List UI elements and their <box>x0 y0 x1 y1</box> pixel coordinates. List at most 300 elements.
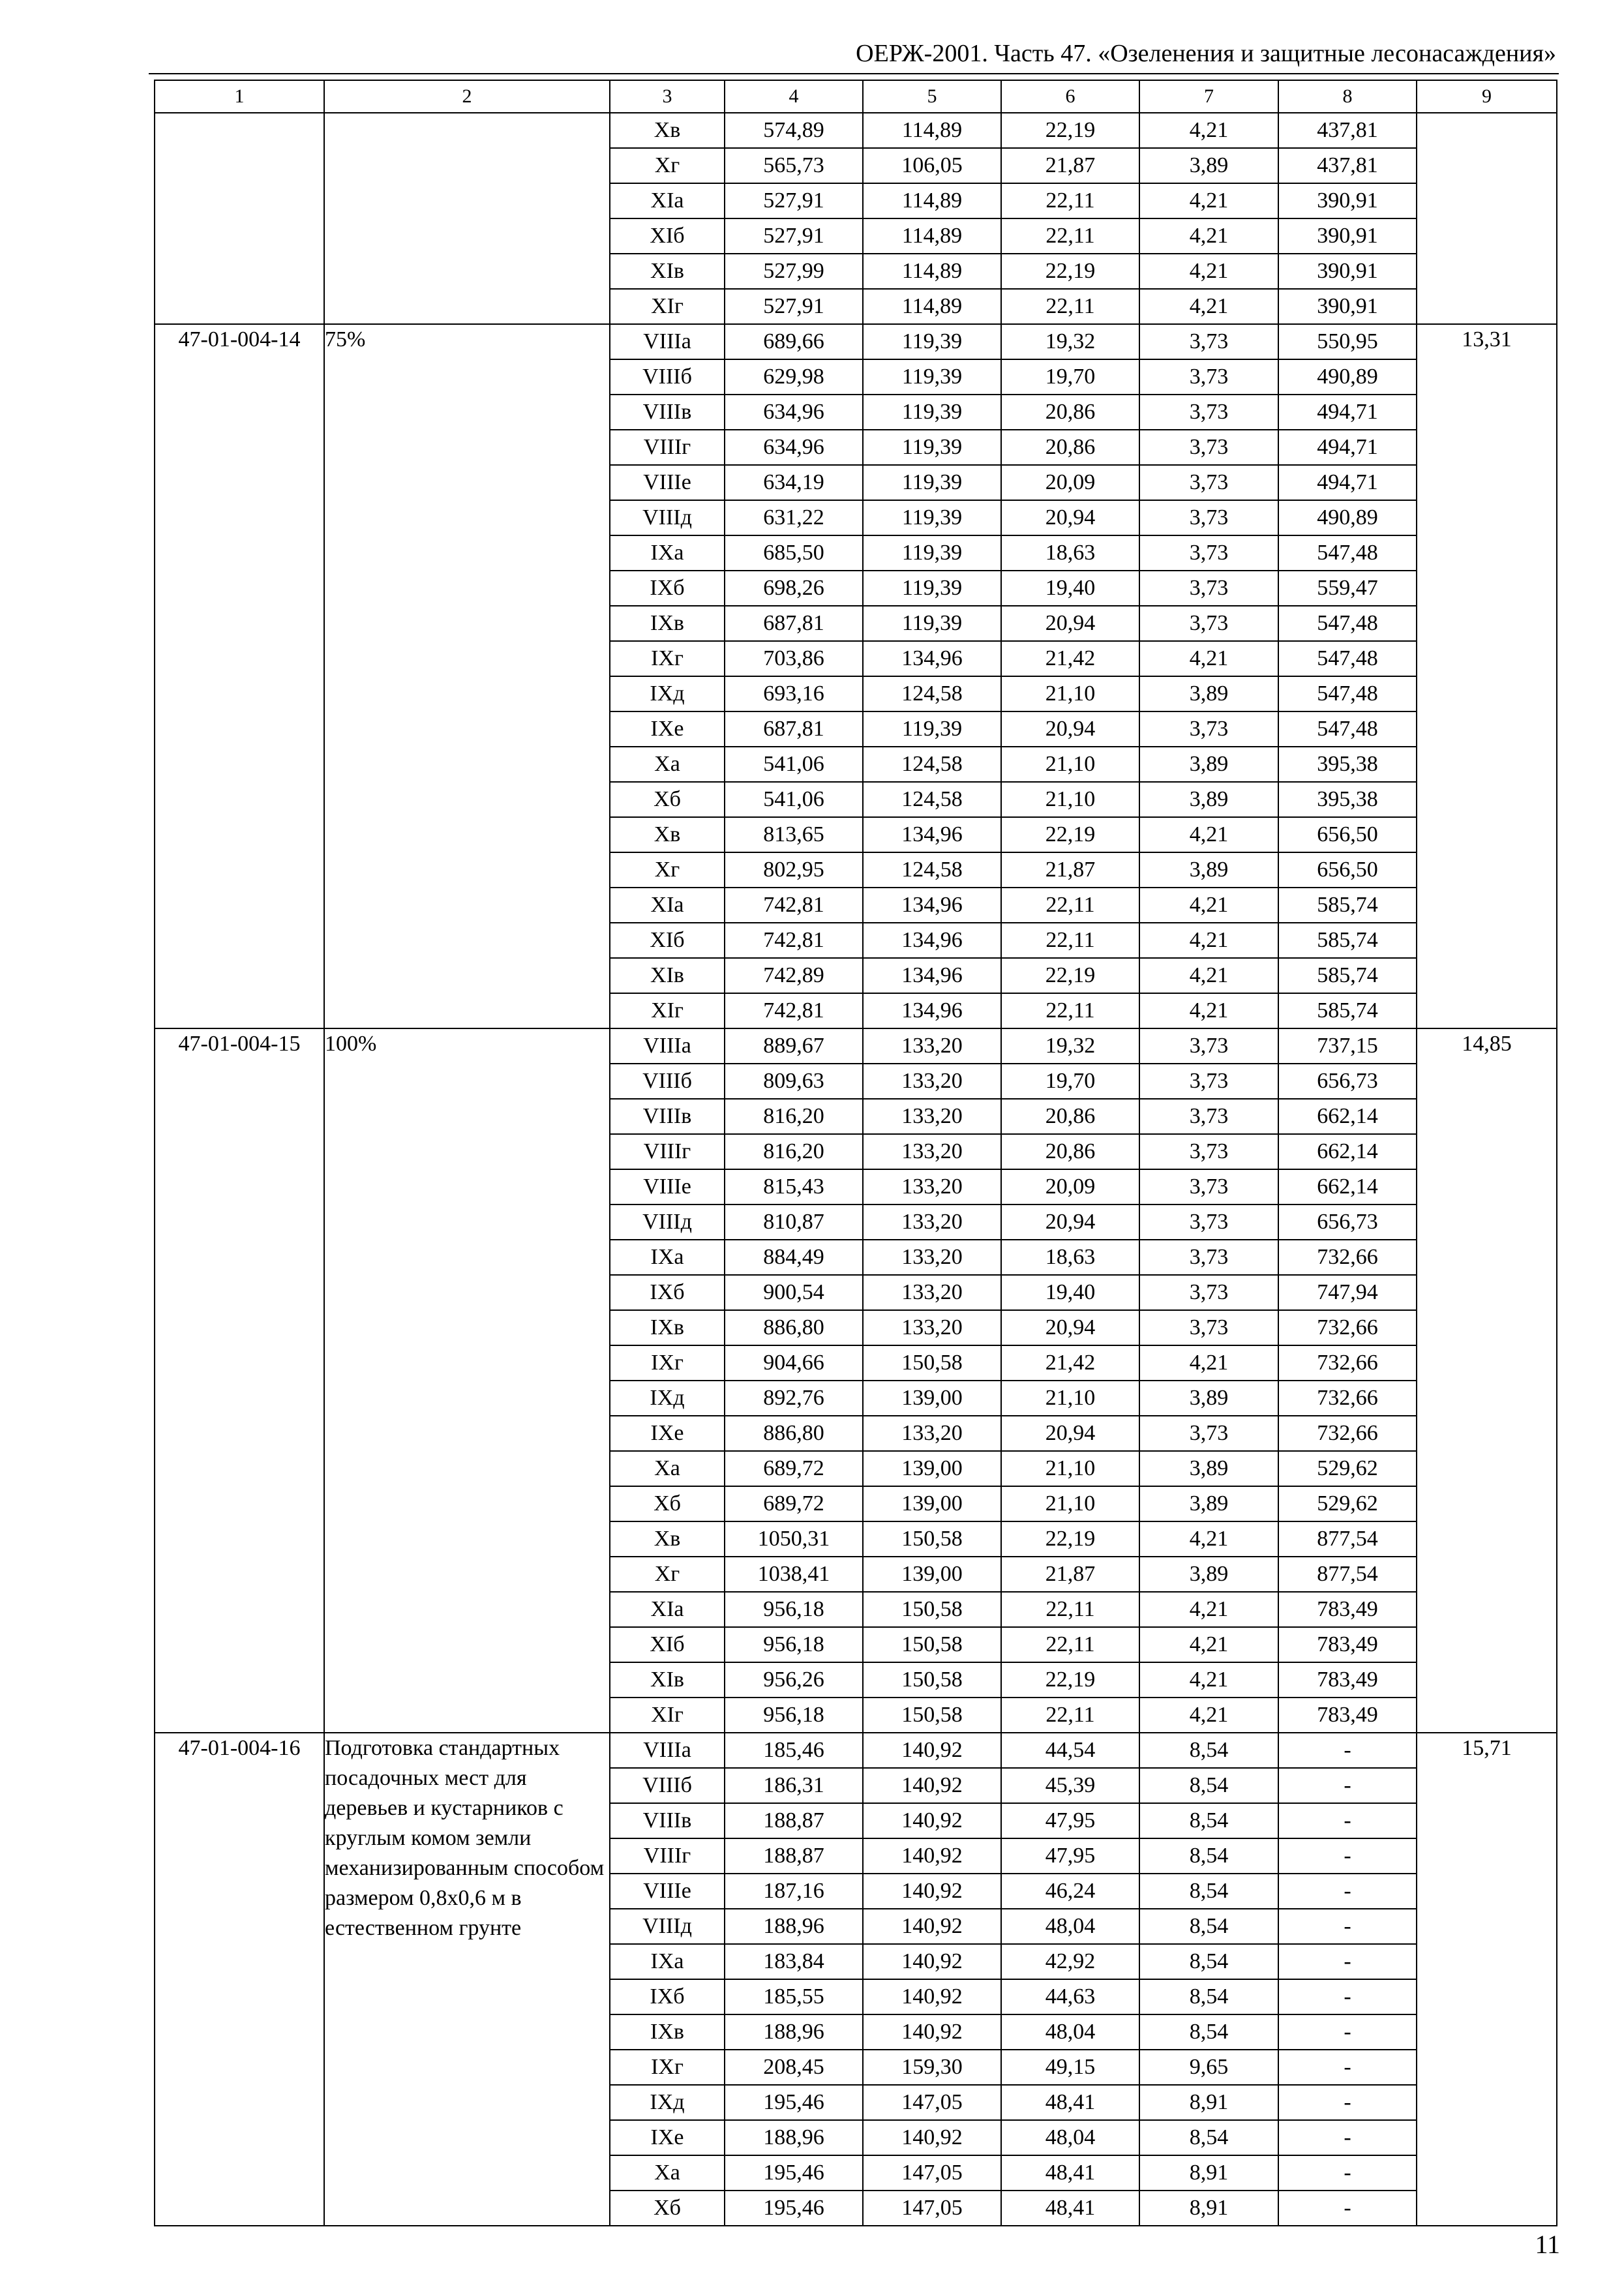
value-cell-col4: 886,80 <box>725 1416 863 1451</box>
value-cell-col7: 3,89 <box>1139 852 1278 888</box>
rate-description: 100% <box>324 1028 610 1733</box>
value-cell-col5: 134,96 <box>863 923 1001 958</box>
value-cell-col8: - <box>1278 1874 1417 1909</box>
value-cell-col4: 742,81 <box>725 888 863 923</box>
rate-code: 47-01-004-14 <box>155 324 324 1028</box>
column-number-row <box>155 80 1557 113</box>
value-cell-col4: 1038,41 <box>725 1557 863 1592</box>
value-cell-col4: 815,43 <box>725 1169 863 1204</box>
value-cell-col4: 892,76 <box>725 1381 863 1416</box>
value-cell-col5: 140,92 <box>863 1838 1001 1874</box>
value-cell-col6: 19,40 <box>1001 571 1139 606</box>
value-cell-col8: - <box>1278 2155 1417 2191</box>
value-cell-col7: 8,54 <box>1139 1979 1278 2014</box>
value-cell-col7: 4,21 <box>1139 1627 1278 1662</box>
value-cell-col7: 4,21 <box>1139 958 1278 993</box>
territory-zone-cell: IXд <box>610 2085 725 2120</box>
value-cell-col8: 585,74 <box>1278 923 1417 958</box>
value-cell-col6: 21,42 <box>1001 641 1139 676</box>
value-cell-col7: 4,21 <box>1139 1345 1278 1381</box>
territory-zone-cell: IXа <box>610 1240 725 1275</box>
value-cell-col6: 42,92 <box>1001 1944 1139 1979</box>
value-cell-col6: 21,10 <box>1001 1451 1139 1486</box>
territory-zone-cell: XIг <box>610 1698 725 1733</box>
value-cell-col6: 21,10 <box>1001 1381 1139 1416</box>
value-cell-col5: 119,39 <box>863 324 1001 359</box>
table-row <box>155 324 1557 359</box>
territory-zone-cell: Xв <box>610 817 725 852</box>
value-cell-col4: 813,65 <box>725 817 863 852</box>
value-cell-col8: 656,73 <box>1278 1204 1417 1240</box>
value-cell-col4: 185,46 <box>725 1733 863 1768</box>
table-row <box>155 1028 1557 1064</box>
value-cell-col5: 119,39 <box>863 571 1001 606</box>
value-cell-col8: 656,73 <box>1278 1064 1417 1099</box>
value-cell-col7: 3,89 <box>1139 1381 1278 1416</box>
value-cell-col7: 3,73 <box>1139 711 1278 747</box>
value-cell-col6: 22,19 <box>1001 958 1139 993</box>
value-cell-col4: 687,81 <box>725 606 863 641</box>
running-header: ОЕРЖ-2001. Часть 47. «Озеленения и защитные лесонасаждения» <box>856 40 1556 67</box>
value-cell-col6: 48,04 <box>1001 2120 1139 2155</box>
value-cell-col4: 634,19 <box>725 465 863 500</box>
value-cell-col5: 133,20 <box>863 1416 1001 1451</box>
value-cell-col5: 134,96 <box>863 958 1001 993</box>
value-cell-col5: 119,39 <box>863 430 1001 465</box>
value-cell-col7: 3,73 <box>1139 1416 1278 1451</box>
territory-zone-cell: IXб <box>610 571 725 606</box>
value-cell-col6: 20,09 <box>1001 465 1139 500</box>
value-cell-col8: 783,49 <box>1278 1662 1417 1698</box>
value-cell-col7: 3,89 <box>1139 676 1278 711</box>
value-cell-col8: 783,49 <box>1278 1627 1417 1662</box>
territory-zone-cell: VIIIе <box>610 1874 725 1909</box>
value-cell-col5: 133,20 <box>863 1134 1001 1169</box>
value-cell-col5: 114,89 <box>863 254 1001 289</box>
value-cell-col7: 3,89 <box>1139 1486 1278 1521</box>
value-cell-col7: 3,73 <box>1139 324 1278 359</box>
territory-zone-cell: IXв <box>610 606 725 641</box>
column-number: 9 <box>1417 80 1557 113</box>
value-cell-col5: 134,96 <box>863 993 1001 1028</box>
value-cell-col8: - <box>1278 1944 1417 1979</box>
territory-zone-cell: VIIIг <box>610 1134 725 1169</box>
territory-zone-cell: XIв <box>610 254 725 289</box>
value-cell-col4: 541,06 <box>725 747 863 782</box>
value-cell-col7: 3,89 <box>1139 747 1278 782</box>
table-body <box>155 113 1557 2226</box>
value-cell-col8: - <box>1278 2085 1417 2120</box>
value-cell-col7: 8,91 <box>1139 2155 1278 2191</box>
value-cell-col5: 134,96 <box>863 817 1001 852</box>
value-cell-col5: 147,05 <box>863 2155 1001 2191</box>
table-row <box>155 113 1557 148</box>
value-cell-col6: 19,40 <box>1001 1275 1139 1310</box>
value-cell-col5: 114,89 <box>863 183 1001 218</box>
territory-zone-cell: Xа <box>610 747 725 782</box>
value-cell-col8: 395,38 <box>1278 782 1417 817</box>
value-cell-col6: 22,19 <box>1001 1662 1139 1698</box>
value-cell-col6: 48,04 <box>1001 2014 1139 2050</box>
value-cell-col4: 900,54 <box>725 1275 863 1310</box>
column-number: 4 <box>725 80 863 113</box>
value-cell-col5: 119,39 <box>863 359 1001 395</box>
value-cell-col4: 802,95 <box>725 852 863 888</box>
value-cell-col4: 886,80 <box>725 1310 863 1345</box>
value-cell-col4: 634,96 <box>725 395 863 430</box>
value-cell-col5: 133,20 <box>863 1169 1001 1204</box>
value-cell-col8: - <box>1278 2014 1417 2050</box>
value-cell-col5: 150,58 <box>863 1698 1001 1733</box>
value-cell-col7: 3,73 <box>1139 535 1278 571</box>
value-cell-col6: 22,11 <box>1001 289 1139 324</box>
value-cell-col8: 732,66 <box>1278 1416 1417 1451</box>
value-cell-col6: 20,86 <box>1001 1134 1139 1169</box>
value-cell-col5: 114,89 <box>863 218 1001 254</box>
value-cell-col5: 134,96 <box>863 888 1001 923</box>
value-cell-col4: 685,50 <box>725 535 863 571</box>
value-cell-col7: 3,73 <box>1139 1204 1278 1240</box>
value-cell-col7: 4,21 <box>1139 923 1278 958</box>
territory-zone-cell: IXа <box>610 535 725 571</box>
value-cell-col8: 437,81 <box>1278 113 1417 148</box>
territory-zone-cell: Xб <box>610 2191 725 2226</box>
rate-code <box>155 113 324 324</box>
value-cell-col7: 4,21 <box>1139 1698 1278 1733</box>
territory-zone-cell: Xв <box>610 113 725 148</box>
value-cell-col7: 3,73 <box>1139 1169 1278 1204</box>
territory-zone-cell: VIIIд <box>610 500 725 535</box>
value-cell-col6: 20,94 <box>1001 500 1139 535</box>
value-cell-col5: 133,20 <box>863 1204 1001 1240</box>
territory-zone-cell: Xб <box>610 782 725 817</box>
value-cell-col6: 20,86 <box>1001 430 1139 465</box>
territory-zone-cell: IXг <box>610 641 725 676</box>
value-cell-col6: 21,10 <box>1001 1486 1139 1521</box>
value-cell-col7: 4,21 <box>1139 218 1278 254</box>
value-cell-col5: 133,20 <box>863 1240 1001 1275</box>
value-cell-col6: 47,95 <box>1001 1803 1139 1838</box>
value-cell-col8: 494,71 <box>1278 395 1417 430</box>
value-cell-col4: 634,96 <box>725 430 863 465</box>
value-cell-col8: 662,14 <box>1278 1099 1417 1134</box>
value-cell-col8: 783,49 <box>1278 1698 1417 1733</box>
value-cell-col6: 22,11 <box>1001 218 1139 254</box>
value-cell-col5: 114,89 <box>863 113 1001 148</box>
value-cell-col8: 494,71 <box>1278 430 1417 465</box>
value-cell-col8: 559,47 <box>1278 571 1417 606</box>
value-cell-col5: 140,92 <box>863 1768 1001 1803</box>
value-cell-col7: 3,73 <box>1139 395 1278 430</box>
value-cell-col4: 956,18 <box>725 1698 863 1733</box>
value-cell-col8: 390,91 <box>1278 218 1417 254</box>
value-cell-col7: 4,21 <box>1139 1662 1278 1698</box>
value-cell-col6: 19,70 <box>1001 359 1139 395</box>
value-cell-col5: 133,20 <box>863 1028 1001 1064</box>
value-cell-col6: 48,41 <box>1001 2155 1139 2191</box>
value-cell-col7: 3,73 <box>1139 1134 1278 1169</box>
value-cell-col7: 3,73 <box>1139 359 1278 395</box>
value-cell-col6: 22,19 <box>1001 113 1139 148</box>
territory-zone-cell: Xг <box>610 148 725 183</box>
value-cell-col4: 565,73 <box>725 148 863 183</box>
value-cell-col6: 44,54 <box>1001 1733 1139 1768</box>
value-cell-col8: 585,74 <box>1278 993 1417 1028</box>
value-cell-col7: 3,73 <box>1139 606 1278 641</box>
territory-zone-cell: IXг <box>610 2050 725 2085</box>
territory-zone-cell: VIIIг <box>610 430 725 465</box>
value-cell-col5: 140,92 <box>863 2014 1001 2050</box>
column-number: 7 <box>1139 80 1278 113</box>
value-cell-col5: 140,92 <box>863 1803 1001 1838</box>
territory-zone-cell: XIб <box>610 923 725 958</box>
value-cell-col6: 22,11 <box>1001 183 1139 218</box>
value-cell-col5: 140,92 <box>863 1944 1001 1979</box>
value-cell-col6: 22,19 <box>1001 1521 1139 1557</box>
territory-zone-cell: VIIIе <box>610 1169 725 1204</box>
value-cell-col7: 3,73 <box>1139 1064 1278 1099</box>
value-cell-col6: 20,94 <box>1001 606 1139 641</box>
value-cell-col7: 3,73 <box>1139 500 1278 535</box>
value-cell-col8: 662,14 <box>1278 1134 1417 1169</box>
value-cell-col5: 124,58 <box>863 782 1001 817</box>
value-cell-col8: 395,38 <box>1278 747 1417 782</box>
value-cell-col8: 547,48 <box>1278 606 1417 641</box>
column-number: 6 <box>1001 80 1139 113</box>
value-cell-col4: 188,96 <box>725 1909 863 1944</box>
value-cell-col7: 3,89 <box>1139 782 1278 817</box>
value-cell-col4: 187,16 <box>725 1874 863 1909</box>
value-cell-col7: 4,21 <box>1139 289 1278 324</box>
value-cell-col4: 527,91 <box>725 183 863 218</box>
territory-zone-cell: Xв <box>610 1521 725 1557</box>
rate-code: 47-01-004-16 <box>155 1733 324 2226</box>
value-cell-col8: 390,91 <box>1278 183 1417 218</box>
value-cell-col6: 48,41 <box>1001 2191 1139 2226</box>
value-cell-col6: 45,39 <box>1001 1768 1139 1803</box>
value-cell-col5: 150,58 <box>863 1662 1001 1698</box>
value-cell-col5: 133,20 <box>863 1275 1001 1310</box>
territory-zone-cell: VIIIа <box>610 1028 725 1064</box>
value-cell-col6: 20,86 <box>1001 395 1139 430</box>
value-cell-col7: 3,73 <box>1139 465 1278 500</box>
value-cell-col5: 140,92 <box>863 1909 1001 1944</box>
value-cell-col6: 48,41 <box>1001 2085 1139 2120</box>
territory-zone-cell: Xа <box>610 2155 725 2191</box>
value-cell-col5: 140,92 <box>863 1979 1001 2014</box>
value-cell-col5: 147,05 <box>863 2085 1001 2120</box>
value-cell-col6: 22,11 <box>1001 993 1139 1028</box>
value-cell-col7: 8,91 <box>1139 2085 1278 2120</box>
value-cell-col4: 816,20 <box>725 1099 863 1134</box>
value-cell-col5: 133,20 <box>863 1064 1001 1099</box>
value-cell-col5: 140,92 <box>863 2120 1001 2155</box>
value-cell-col6: 20,94 <box>1001 1416 1139 1451</box>
value-cell-col4: 884,49 <box>725 1240 863 1275</box>
value-cell-col8: - <box>1278 1979 1417 2014</box>
value-cell-col4: 195,46 <box>725 2155 863 2191</box>
territory-zone-cell: XIг <box>610 289 725 324</box>
value-cell-col8: - <box>1278 1768 1417 1803</box>
value-cell-col4: 956,18 <box>725 1592 863 1627</box>
value-cell-col6: 20,94 <box>1001 1204 1139 1240</box>
territory-zone-cell: IXб <box>610 1275 725 1310</box>
value-cell-col4: 1050,31 <box>725 1521 863 1557</box>
rates-table <box>154 80 1557 2226</box>
value-cell-col7: 3,89 <box>1139 148 1278 183</box>
value-cell-col6: 21,87 <box>1001 852 1139 888</box>
value-cell-col8: 732,66 <box>1278 1345 1417 1381</box>
value-cell-col7: 8,54 <box>1139 1874 1278 1909</box>
value-cell-col7: 3,73 <box>1139 1275 1278 1310</box>
value-cell-col4: 527,99 <box>725 254 863 289</box>
value-cell-col5: 139,00 <box>863 1451 1001 1486</box>
value-cell-col8: 490,89 <box>1278 359 1417 395</box>
value-cell-col4: 689,72 <box>725 1486 863 1521</box>
value-cell-col7: 3,73 <box>1139 1310 1278 1345</box>
value-cell-col4: 687,81 <box>725 711 863 747</box>
rate-description: 75% <box>324 324 610 1028</box>
value-cell-col7: 8,54 <box>1139 2120 1278 2155</box>
value-cell-col6: 22,11 <box>1001 1698 1139 1733</box>
value-cell-col7: 8,54 <box>1139 1838 1278 1874</box>
territory-zone-cell: XIв <box>610 958 725 993</box>
value-cell-col8: 737,15 <box>1278 1028 1417 1064</box>
value-cell-col4: 574,89 <box>725 113 863 148</box>
value-cell-col4: 742,89 <box>725 958 863 993</box>
territory-zone-cell: IXв <box>610 1310 725 1345</box>
value-cell-col5: 139,00 <box>863 1486 1001 1521</box>
value-cell-col5: 159,30 <box>863 2050 1001 2085</box>
value-cell-col6: 21,10 <box>1001 747 1139 782</box>
value-cell-col4: 195,46 <box>725 2191 863 2226</box>
value-cell-col8: - <box>1278 1909 1417 1944</box>
value-cell-col6: 22,11 <box>1001 1592 1139 1627</box>
value-cell-col8: 547,48 <box>1278 641 1417 676</box>
value-cell-col5: 140,92 <box>863 1733 1001 1768</box>
territory-zone-cell: IXг <box>610 1345 725 1381</box>
territory-zone-cell: VIIIд <box>610 1204 725 1240</box>
territory-zone-cell: VIIIб <box>610 1768 725 1803</box>
territory-zone-cell: IXд <box>610 676 725 711</box>
value-cell-col4: 698,26 <box>725 571 863 606</box>
rate-code: 47-01-004-15 <box>155 1028 324 1733</box>
territory-zone-cell: XIг <box>610 993 725 1028</box>
value-cell-col5: 140,92 <box>863 1874 1001 1909</box>
territory-zone-cell: VIIIб <box>610 1064 725 1099</box>
value-cell-col8: 585,74 <box>1278 958 1417 993</box>
territory-zone-cell: XIа <box>610 183 725 218</box>
value-cell-col5: 133,20 <box>863 1099 1001 1134</box>
territory-zone-cell: VIIIв <box>610 1099 725 1134</box>
value-cell-col7: 3,73 <box>1139 571 1278 606</box>
value-cell-col8: 547,48 <box>1278 535 1417 571</box>
value-cell-col8: 529,62 <box>1278 1486 1417 1521</box>
territory-zone-cell: VIIIе <box>610 465 725 500</box>
table-row <box>155 1733 1557 1768</box>
value-cell-col7: 4,21 <box>1139 254 1278 289</box>
value-cell-col6: 19,32 <box>1001 324 1139 359</box>
value-cell-col8: - <box>1278 1733 1417 1768</box>
value-cell-col7: 8,54 <box>1139 1909 1278 1944</box>
value-cell-col8: 494,71 <box>1278 465 1417 500</box>
value-cell-col7: 4,21 <box>1139 641 1278 676</box>
value-cell-col8: 390,91 <box>1278 254 1417 289</box>
territory-zone-cell: XIа <box>610 888 725 923</box>
value-cell-col5: 134,96 <box>863 641 1001 676</box>
value-cell-col5: 150,58 <box>863 1345 1001 1381</box>
rate-description <box>324 113 610 324</box>
value-cell-col8: 732,66 <box>1278 1381 1417 1416</box>
value-cell-col4: 689,66 <box>725 324 863 359</box>
value-cell-col5: 119,39 <box>863 711 1001 747</box>
value-cell-col4: 693,16 <box>725 676 863 711</box>
value-cell-col8: 656,50 <box>1278 817 1417 852</box>
value-cell-col8: 747,94 <box>1278 1275 1417 1310</box>
value-cell-col7: 3,73 <box>1139 1099 1278 1134</box>
value-cell-col7: 9,65 <box>1139 2050 1278 2085</box>
value-cell-col7: 8,91 <box>1139 2191 1278 2226</box>
value-cell-col8: 877,54 <box>1278 1521 1417 1557</box>
column-number: 8 <box>1278 80 1417 113</box>
territory-zone-cell: VIIIд <box>610 1909 725 1944</box>
value-cell-col4: 527,91 <box>725 289 863 324</box>
value-cell-col8: 732,66 <box>1278 1240 1417 1275</box>
value-cell-col4: 956,26 <box>725 1662 863 1698</box>
value-cell-col5: 119,39 <box>863 535 1001 571</box>
value-cell-col5: 124,58 <box>863 852 1001 888</box>
value-cell-col5: 139,00 <box>863 1557 1001 1592</box>
value-cell-col4: 816,20 <box>725 1134 863 1169</box>
value-cell-col4: 809,63 <box>725 1064 863 1099</box>
value-cell-col5: 147,05 <box>863 2191 1001 2226</box>
value-cell-col8: - <box>1278 1803 1417 1838</box>
value-cell-col5: 150,58 <box>863 1592 1001 1627</box>
value-cell-col7: 4,21 <box>1139 1521 1278 1557</box>
value-cell-col6: 19,32 <box>1001 1028 1139 1064</box>
value-cell-col4: 703,86 <box>725 641 863 676</box>
value-cell-col5: 119,39 <box>863 500 1001 535</box>
value-cell-col7: 8,54 <box>1139 1733 1278 1768</box>
value-cell-col7: 8,54 <box>1139 2014 1278 2050</box>
value-cell-col6: 21,42 <box>1001 1345 1139 1381</box>
value-cell-col7: 4,21 <box>1139 113 1278 148</box>
value-cell-col4: 904,66 <box>725 1345 863 1381</box>
value-cell-col7: 8,54 <box>1139 1944 1278 1979</box>
value-cell-col4: 195,46 <box>725 2085 863 2120</box>
value-cell-col4: 889,67 <box>725 1028 863 1064</box>
value-cell-col6: 22,19 <box>1001 817 1139 852</box>
territory-zone-cell: IXв <box>610 2014 725 2050</box>
territory-zone-cell: IXа <box>610 1944 725 1979</box>
territory-zone-cell: VIIIб <box>610 359 725 395</box>
value-cell-col5: 124,58 <box>863 676 1001 711</box>
value-cell-col7: 3,73 <box>1139 430 1278 465</box>
value-cell-col5: 139,00 <box>863 1381 1001 1416</box>
value-cell-col8: 656,50 <box>1278 852 1417 888</box>
value-cell-col6: 19,70 <box>1001 1064 1139 1099</box>
column-number: 3 <box>610 80 725 113</box>
value-cell-col8: - <box>1278 1838 1417 1874</box>
value-cell-col4: 527,91 <box>725 218 863 254</box>
value-cell-col4: 208,45 <box>725 2050 863 2085</box>
value-cell-col5: 114,89 <box>863 289 1001 324</box>
value-cell-col7: 8,54 <box>1139 1803 1278 1838</box>
value-cell-col6: 21,10 <box>1001 676 1139 711</box>
territory-zone-cell: XIв <box>610 1662 725 1698</box>
value-cell-col6: 22,11 <box>1001 923 1139 958</box>
value-cell-col5: 119,39 <box>863 465 1001 500</box>
